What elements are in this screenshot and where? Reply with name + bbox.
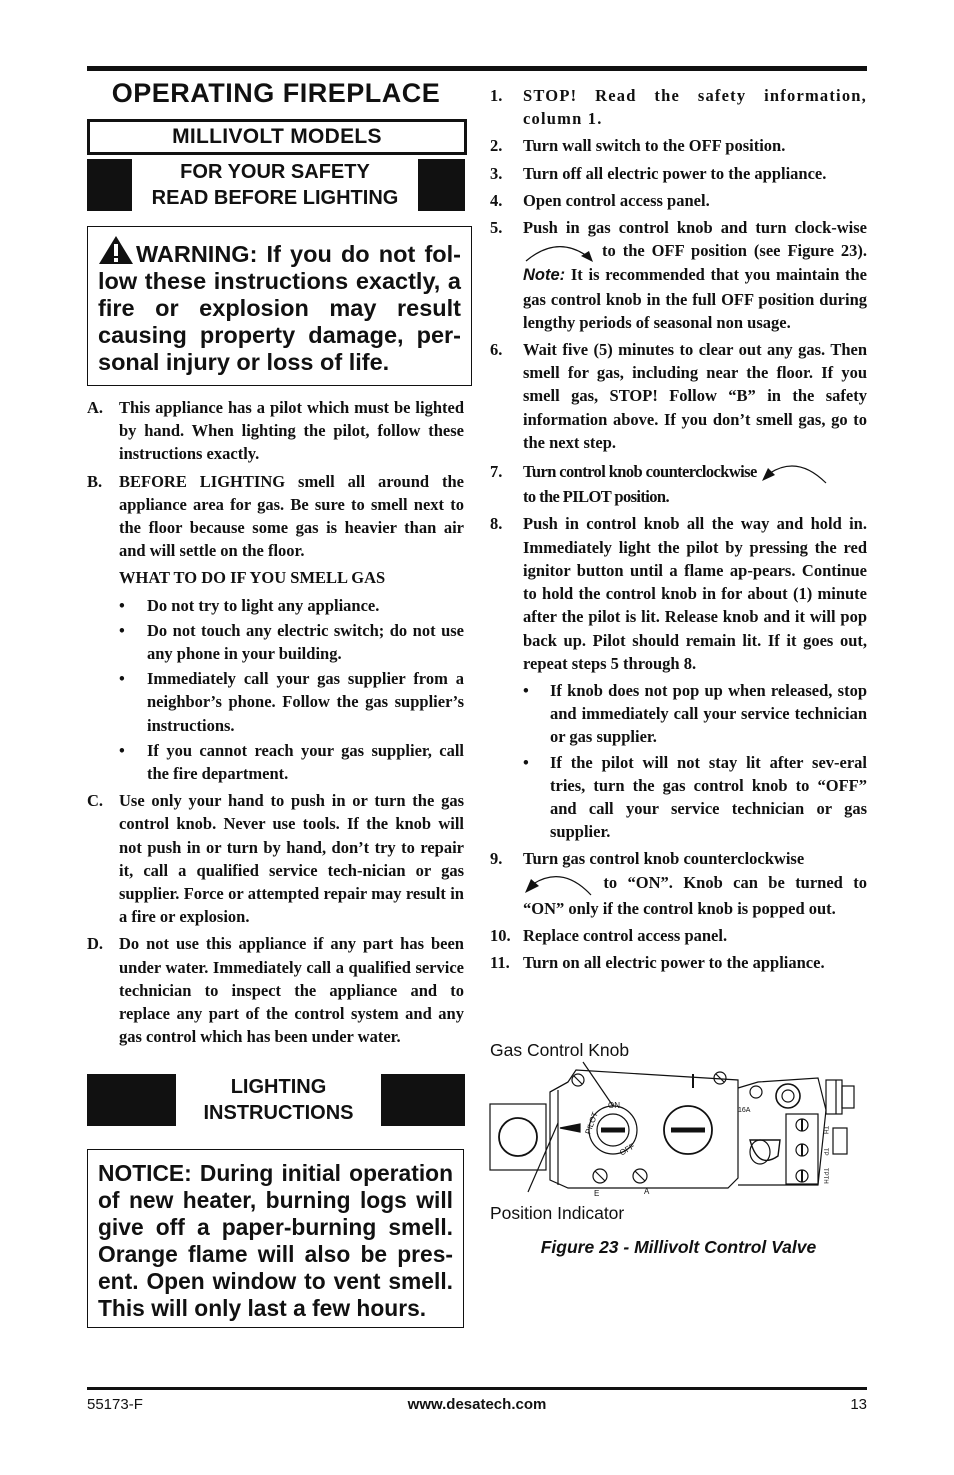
warning-label: WARNING bbox=[136, 241, 250, 267]
bottom-rule bbox=[87, 1387, 867, 1390]
millivolt-control-valve-diagram bbox=[488, 1060, 868, 1200]
step-8: 8. Push in control knob all the way and hold in. Immediately light the pilot by pressing the red ignitor button until a flame ap-pears. Continue to hold the control knob in for about (1) minute after the pilot is lit. Release knob and it will pop back up. Pilot should remain lit. If it goes out, repeat steps 5 through 8. bbox=[490, 514, 867, 673]
warning-text bbox=[98, 235, 461, 376]
fuse-label: 16A bbox=[738, 1107, 751, 1114]
step-7: 7. Turn control knob counterclockwise to the PILOT position. bbox=[490, 460, 867, 508]
letter-a: A bbox=[644, 1187, 650, 1196]
step-10: 10. Replace control access panel. bbox=[490, 925, 728, 945]
terminal-label-tpth: TPTH bbox=[822, 1168, 828, 1184]
banner-block-right bbox=[381, 1074, 465, 1126]
counterclockwise-arrow-icon bbox=[760, 461, 828, 485]
step-9: 9. Turn gas control knob counterclockwise to “ON”. Knob can be turned to “ON” only if the control knob is popped out. bbox=[490, 849, 867, 918]
safety-banner-text bbox=[132, 159, 418, 211]
lighting-banner bbox=[87, 1074, 465, 1126]
figure-caption: Figure 23 - Millivolt Control Valve bbox=[540, 1237, 817, 1257]
safety-item-b: B. BEFORE LIGHTING smell all around the appliance area for gas. Be sure to smell next to the floor because some gas is heavier than air and will settle on the floor. bbox=[87, 471, 464, 561]
step-5: 5. Push in gas control knob and turn clock-wise to the OFF position (see Figure 23). Note: It is recommended that you maintain the gas control knob in the full OFF position during lengthy periods of seasonal non usage. bbox=[490, 218, 868, 332]
lighting-banner-text bbox=[176, 1074, 381, 1126]
safety-banner-line2: READ BEFORE LIGHTING bbox=[151, 187, 399, 209]
step-3: 3. Turn off all electric power to the appliance. bbox=[490, 163, 827, 183]
page-number: 13 bbox=[850, 1396, 867, 1413]
step-11: 11. Turn on all electric power to the appliance. bbox=[490, 953, 825, 973]
banner-block-left bbox=[87, 1074, 176, 1126]
warning-body: : If you do not fol-low these instructions exactly, a fire or explosion may result causing property damage, per-sonal injury or loss of life. bbox=[98, 241, 461, 375]
smell-gas-bullet: • Do not try to light any appliance. bbox=[119, 595, 380, 615]
lighting-banner-line1: LIGHTING bbox=[230, 1076, 327, 1098]
safety-banner bbox=[87, 159, 465, 211]
step-4: 4. Open control access panel. bbox=[490, 190, 710, 210]
gas-control-knob-label: Gas Control Knob bbox=[490, 1040, 630, 1060]
safety-item-c: C. Use only your hand to push in or turn the gas control knob. Never use tools. If the knob will not push in or turn by hand, don’t try to repair it, call a qualified service tech-nician or gas supplier. Force or attempted repair may result in a fire or explosion. bbox=[87, 791, 464, 927]
counterclockwise-arrow-icon bbox=[523, 871, 593, 897]
warning-triangle-icon bbox=[98, 235, 134, 265]
top-rule bbox=[87, 66, 867, 71]
page-title: OPERATING FIREPLACE bbox=[111, 78, 441, 108]
step-2: 2. Turn wall switch to the OFF position. bbox=[490, 136, 786, 156]
knob-ring-label-pilot: PILOT bbox=[583, 1110, 600, 1136]
safety-instructions bbox=[87, 396, 464, 1052]
safety-item-a: A. This appliance has a pilot which must be lighted by hand. When lighting the pilot, follow these instructions exactly. bbox=[87, 398, 464, 464]
step-1: 1. STOP! Read the safety information, column 1. bbox=[490, 86, 867, 129]
smell-gas-heading: WHAT TO DO IF YOU SMELL GAS bbox=[119, 568, 386, 588]
letter-e: E bbox=[594, 1189, 600, 1198]
safety-item-d: D. Do not use this appliance if any part has been under water. Immediately call a qualified service technician to inspect the appliance and to replace any part of the control system and any gas control which has been under water. bbox=[87, 934, 464, 1047]
clockwise-arrow-icon bbox=[523, 241, 595, 263]
step-8-bullet: • If knob does not pop up when released, stop and immediately call your service technician or gas supplier. bbox=[523, 680, 867, 747]
website-link[interactable]: www.desatech.com bbox=[407, 1396, 547, 1413]
position-indicator-label: Position Indicator bbox=[490, 1203, 625, 1223]
lighting-banner-line2: INSTRUCTIONS bbox=[203, 1102, 354, 1124]
step-8-bullet: • If the pilot will not stay lit after sev-eral tries, turn the gas control knob to “OFF” and call your service technician or gas supplier. bbox=[523, 752, 867, 842]
lighting-steps bbox=[490, 84, 867, 978]
notice-text: NOTICE: During initial operation of new heater, burning logs will give off a paper-burning smell. Orange flame will also be pres-ent. Open window to vent smell. This will only last a few hours. bbox=[98, 1160, 453, 1321]
step-6: 6. Wait five (5) minutes to clear out any gas. Then smell for gas, including near the floor. If you smell gas, STOP! Follow “B” in the safety information above. If you don’t smell gas, go to the next step. bbox=[490, 340, 867, 452]
doc-number: 55173-F bbox=[87, 1396, 143, 1413]
notice-box bbox=[87, 1149, 464, 1328]
safety-banner-line1: FOR YOUR SAFETY bbox=[180, 161, 370, 183]
smell-gas-bullet: • If you cannot reach your gas supplier, call the fire department. bbox=[119, 740, 464, 784]
smell-gas-bullet: • Immediately call your gas supplier from a neighbor’s phone. Follow the gas supplier’s instructions. bbox=[119, 669, 464, 735]
knob-ring-label-off: OFF bbox=[618, 1141, 637, 1158]
terminal-label-tp: TP bbox=[822, 1148, 828, 1156]
warning-box bbox=[87, 226, 472, 386]
smell-gas-bullet: • Do not touch any electric switch; do not use any phone in your building. bbox=[119, 620, 464, 664]
banner-block-right bbox=[418, 159, 465, 211]
knob-ring-label-on: ON bbox=[608, 1101, 620, 1110]
section-subtitle: MILLIVOLT MODELS bbox=[87, 119, 467, 155]
banner-block-left bbox=[87, 159, 132, 211]
terminal-label-th: TH bbox=[822, 1126, 828, 1134]
